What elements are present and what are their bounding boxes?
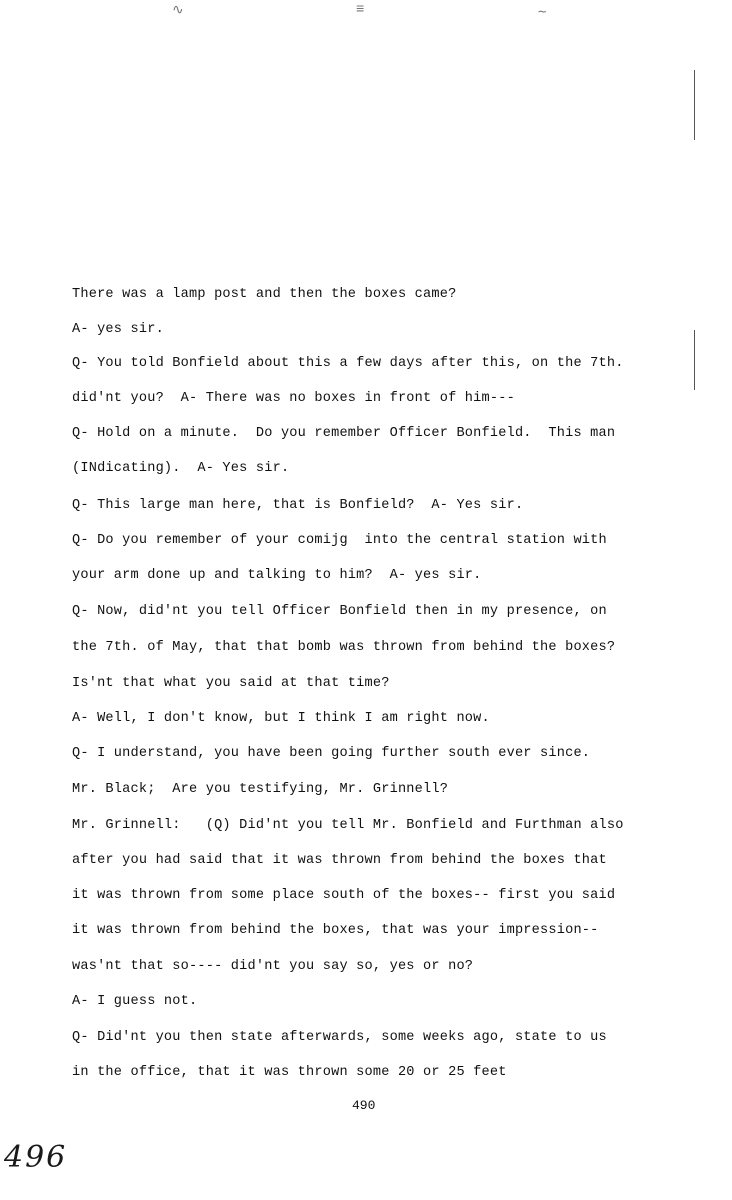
text-line-14: Q- I understand, you have been going further south ever since. (72, 746, 591, 761)
text-line-3: Q- You told Bonfield about this a few days after this, on the 7th. (72, 356, 624, 371)
text-line-19: it was thrown from behind the boxes, that was your impression-- (72, 923, 599, 938)
page-number: 490 (352, 1098, 376, 1113)
text-line-5: Q- Hold on a minute. Do you remember Officer Bonfield. This man (72, 426, 616, 441)
text-line-6: (INdicating). A- Yes sir. (72, 461, 290, 476)
text-line-17: after you had said that it was thrown from behind the boxes that (72, 853, 607, 868)
text-line-20: was'nt that so---- did'nt you say so, yes or no? (72, 959, 474, 974)
text-line-11: the 7th. of May, that that bomb was thrown from behind the boxes? (72, 640, 616, 655)
text-line-9: your arm done up and talking to him? A- yes sir. (72, 568, 482, 583)
text-line-8: Q- Do you remember of your comijg into the central station with (72, 533, 607, 548)
right-edge-line (694, 70, 695, 140)
text-line-21: A- I guess not. (72, 994, 198, 1009)
text-line-12: Is'nt that what you said at that time? (72, 676, 390, 691)
text-line-2: A- yes sir. (72, 322, 164, 337)
text-line-22: Q- Did'nt you then state afterwards, some weeks ago, state to us (72, 1030, 607, 1045)
text-line-15: Mr. Black; Are you testifying, Mr. Grinnell? (72, 782, 449, 797)
text-line-18: it was thrown from some place south of the boxes-- first you said (72, 888, 616, 903)
text-line-23: in the office, that it was thrown some 20 or 25 feet (72, 1065, 507, 1080)
handwritten-page-note: 496 (4, 1140, 68, 1175)
text-line-4: did'nt you? A- There was no boxes in front of him--- (72, 391, 515, 406)
text-line-16: Mr. Grinnell: (Q) Did'nt you tell Mr. Bonfield and Furthman also (72, 818, 624, 833)
text-line-10: Q- Now, did'nt you tell Officer Bonfield then in my presence, on (72, 604, 607, 619)
scan-smudge-2: ≡ (356, 2, 365, 18)
right-edge-line-2 (694, 330, 695, 390)
text-line-7: Q- This large man here, that is Bonfield? A- Yes sir. (72, 498, 524, 513)
text-line-13: A- Well, I don't know, but I think I am right now. (72, 711, 490, 726)
text-line-1: There was a lamp post and then the boxes came? (72, 287, 457, 302)
scan-smudge-1: ∿ (172, 3, 184, 19)
scan-smudge-3: ∼ (538, 5, 547, 21)
